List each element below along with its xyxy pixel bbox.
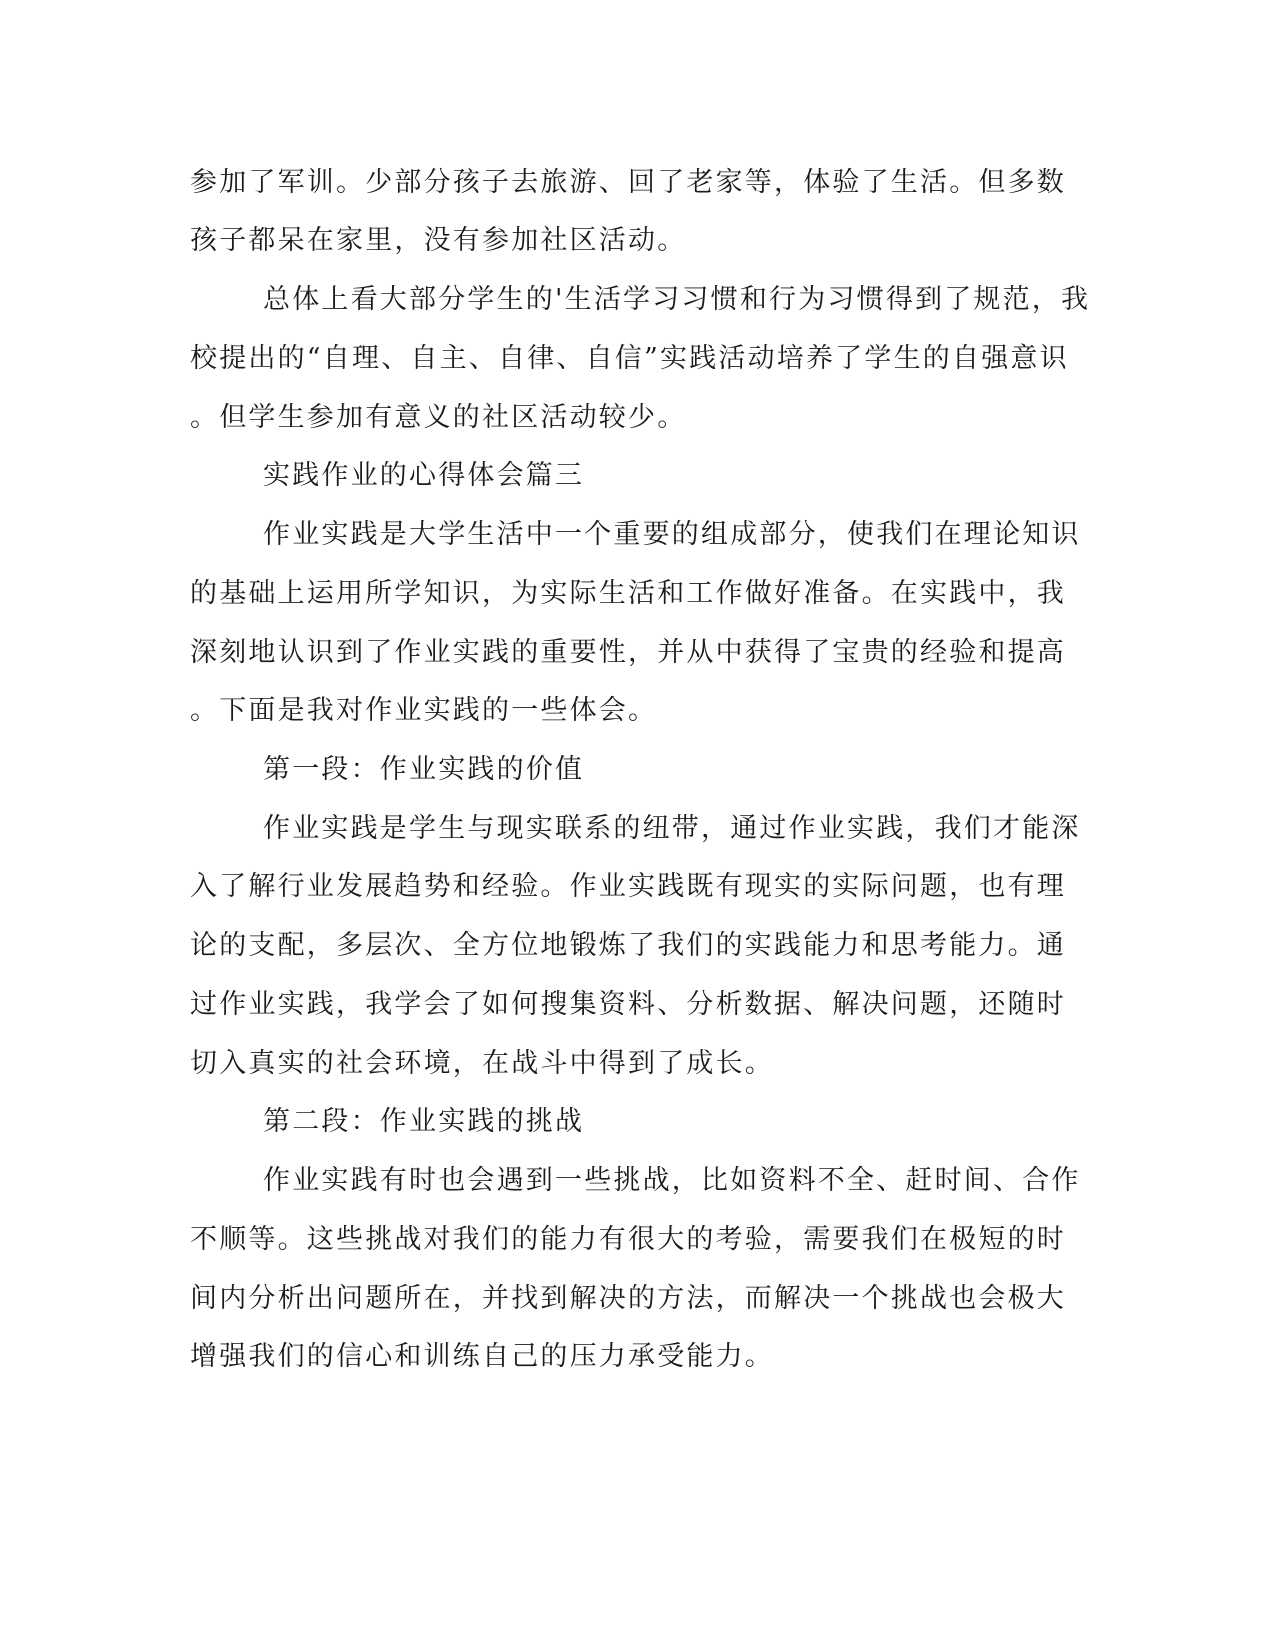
paragraph-first-line: 作业实践是学生与现实联系的纽带，通过作业实践，我们才能深	[263, 813, 1081, 844]
text-line: 参加了军训。少部分孩子去旅游、回了老家等，体验了生活。但多数	[190, 167, 1066, 198]
text-line: 不顺等。这些挑战对我们的能力有很大的考验，需要我们在极短的时	[190, 1224, 1066, 1255]
text-line: 间内分析出问题所在，并找到解决的方法，而解决一个挑战也会极大	[190, 1283, 1066, 1314]
text-line: 深刻地认识到了作业实践的重要性，并从中获得了宝贵的经验和提高	[190, 637, 1066, 668]
text-line: 增强我们的信心和训练自己的压力承受能力。	[190, 1341, 774, 1372]
text-line: 。但学生参加有意义的社区活动较少。	[190, 402, 687, 433]
text-line: 入了解行业发展趋势和经验。作业实践既有现实的实际问题，也有理	[190, 871, 1066, 902]
paragraph-first-line: 总体上看大部分学生的'生活学习习惯和行为习惯得到了规范，我	[263, 284, 1091, 315]
text-line: 。下面是我对作业实践的一些体会。	[190, 695, 658, 726]
text-line: 论的支配，多层次、全方位地锻炼了我们的实践能力和思考能力。通	[190, 930, 1066, 961]
paragraph-first-line: 作业实践有时也会遇到一些挑战，比如资料不全、赶时间、合作	[263, 1165, 1081, 1196]
text-line: 切入真实的社会环境，在战斗中得到了成长。	[190, 1048, 774, 1079]
section-heading: 实践作业的心得体会篇三	[263, 460, 585, 491]
text-line: 的基础上运用所学知识，为实际生活和工作做好准备。在实践中，我	[190, 578, 1066, 609]
text-line: 校提出的“自理、自主、自律、自信”实践活动培养了学生的自强意识	[190, 343, 1069, 374]
text-line: 孩子都呆在家里，没有参加社区活动。	[190, 225, 687, 256]
subsection-heading: 第二段：作业实践的挑战	[263, 1106, 585, 1137]
paragraph-first-line: 作业实践是大学生活中一个重要的组成部分，使我们在理论知识	[263, 519, 1081, 550]
text-line: 过作业实践，我学会了如何搜集资料、分析数据、解决问题，还随时	[190, 989, 1066, 1020]
subsection-heading: 第一段：作业实践的价值	[263, 754, 585, 785]
